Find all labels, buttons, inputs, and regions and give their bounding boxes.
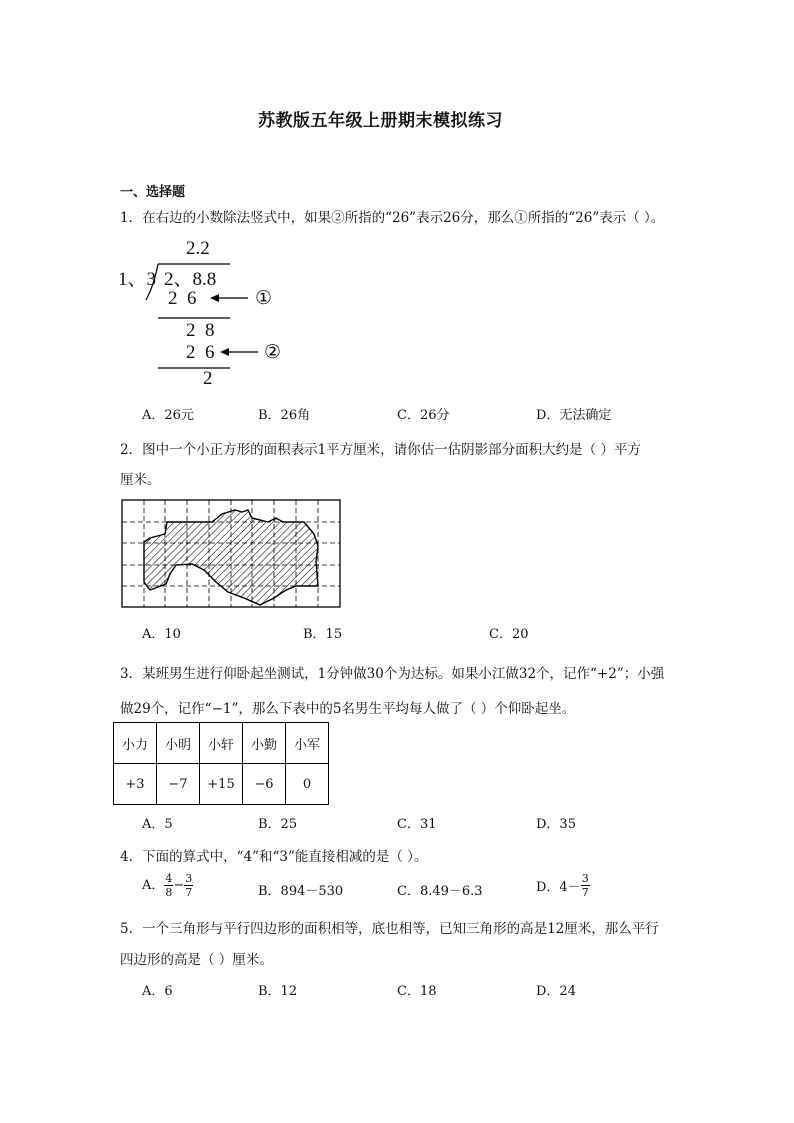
table-cell-name: 小力 (114, 723, 157, 764)
fraction-numerator: 3 (185, 872, 193, 885)
q4-option-b: B．894－530 (258, 884, 344, 899)
table-cell-name: 小军 (286, 723, 329, 764)
q4-option-d-label: D．4－ (536, 880, 581, 895)
table-cell-name: 小明 (157, 723, 200, 764)
division-remainder: 2 (203, 368, 213, 389)
table-row (114, 764, 329, 805)
q3-option-c: C．31 (397, 817, 437, 832)
question-5-line-2: 四边形的高是（ ）厘米。 (120, 952, 273, 968)
question-3-line-1: 3．某班男生进行仰卧起坐测试，1分钟做30个为达标。如果小江做32个，记作“+2”；小强 (120, 666, 665, 682)
q2-option-c: C．20 (489, 627, 529, 642)
marker-circle-1: ① (255, 287, 273, 309)
table-cell-score: −6 (243, 764, 286, 805)
q3-option-a: A．5 (142, 817, 173, 832)
division-row-1: 2 6 (168, 288, 197, 309)
q5-option-d: D．24 (536, 984, 576, 999)
fraction (184, 872, 193, 899)
q1-option-a: A．26元 (142, 408, 194, 423)
arrow-1-head (210, 294, 219, 302)
q4-option-c: C．8.49－6.3 (397, 884, 483, 899)
division-row-3: 2 6 (186, 342, 215, 363)
q4-option-a-label: A． (142, 878, 165, 893)
minus-sign: − (173, 878, 185, 893)
table-cell-score: 0 (286, 764, 329, 805)
q3-option-d: D．35 (536, 817, 576, 832)
division-bracket (146, 264, 158, 300)
division-dividend: 2、8.8 (164, 269, 217, 290)
question-5-line-1: 5．一个三角形与平行四边形的面积相等，底也相等，已知三角形的高是12厘米，那么平行 (120, 921, 659, 937)
shaded-irregular-shape (144, 510, 318, 605)
score-table (113, 722, 329, 805)
q4-option-a (142, 872, 193, 899)
division-divisor: 1、3 (118, 269, 157, 290)
page-title: 苏教版五年级上册期末模拟练习 (258, 111, 503, 131)
q2-option-b: B．15 (303, 627, 343, 642)
question-2-line-1: 2．图中一个小正方形的面积表示1平方厘米，请你估一估阴影部分面积大约是（ ）平方 (120, 442, 641, 458)
division-lines (0, 0, 300, 400)
q5-option-a: A．6 (142, 984, 173, 999)
division-row-2: 2 8 (186, 320, 215, 341)
fraction-numerator: 3 (581, 872, 589, 885)
q2-option-a: A．10 (142, 627, 181, 642)
arrow-2-head (220, 348, 229, 356)
q3-option-b: B．25 (258, 817, 298, 832)
marker-circle-2: ② (264, 341, 282, 363)
q1-option-b: B．26角 (258, 408, 311, 423)
q5-option-b: B．12 (258, 984, 298, 999)
table-row (114, 723, 329, 764)
table-cell-score: +3 (114, 764, 157, 805)
q1-option-d: D．无法确定 (536, 408, 612, 423)
table-cell-score: −7 (157, 764, 200, 805)
fraction-denominator: 7 (581, 886, 589, 899)
table-cell-name: 小轩 (200, 723, 243, 764)
q4-option-d (536, 872, 590, 899)
fraction-denominator: 7 (185, 886, 193, 899)
fraction-numerator: 4 (165, 872, 173, 885)
question-4-text: 4．下面的算式中，“4”和“3”能直接相减的是（ ）。 (120, 849, 428, 865)
question-3-line-2: 做29个，记作“−1”，那么下表中的5名男生平均每人做了（ ）个仰卧起坐。 (120, 701, 576, 717)
question-1-text: 1．在右边的小数除法竖式中，如果②所指的“26”表示26分，那么①所指的“26”表示（ ）。 (120, 210, 665, 226)
table-cell-name: 小勤 (243, 723, 286, 764)
division-quotient: 2.2 (186, 238, 210, 259)
fraction (581, 872, 590, 899)
q5-option-c: C．18 (397, 984, 437, 999)
fraction-denominator: 8 (165, 886, 173, 899)
table-cell-score: +15 (200, 764, 243, 805)
question-2-line-2: 厘米。 (120, 472, 161, 488)
grid-area-figure (120, 498, 342, 610)
q1-option-c: C．26分 (397, 408, 450, 423)
section-heading: 一、选择题 (120, 185, 186, 200)
